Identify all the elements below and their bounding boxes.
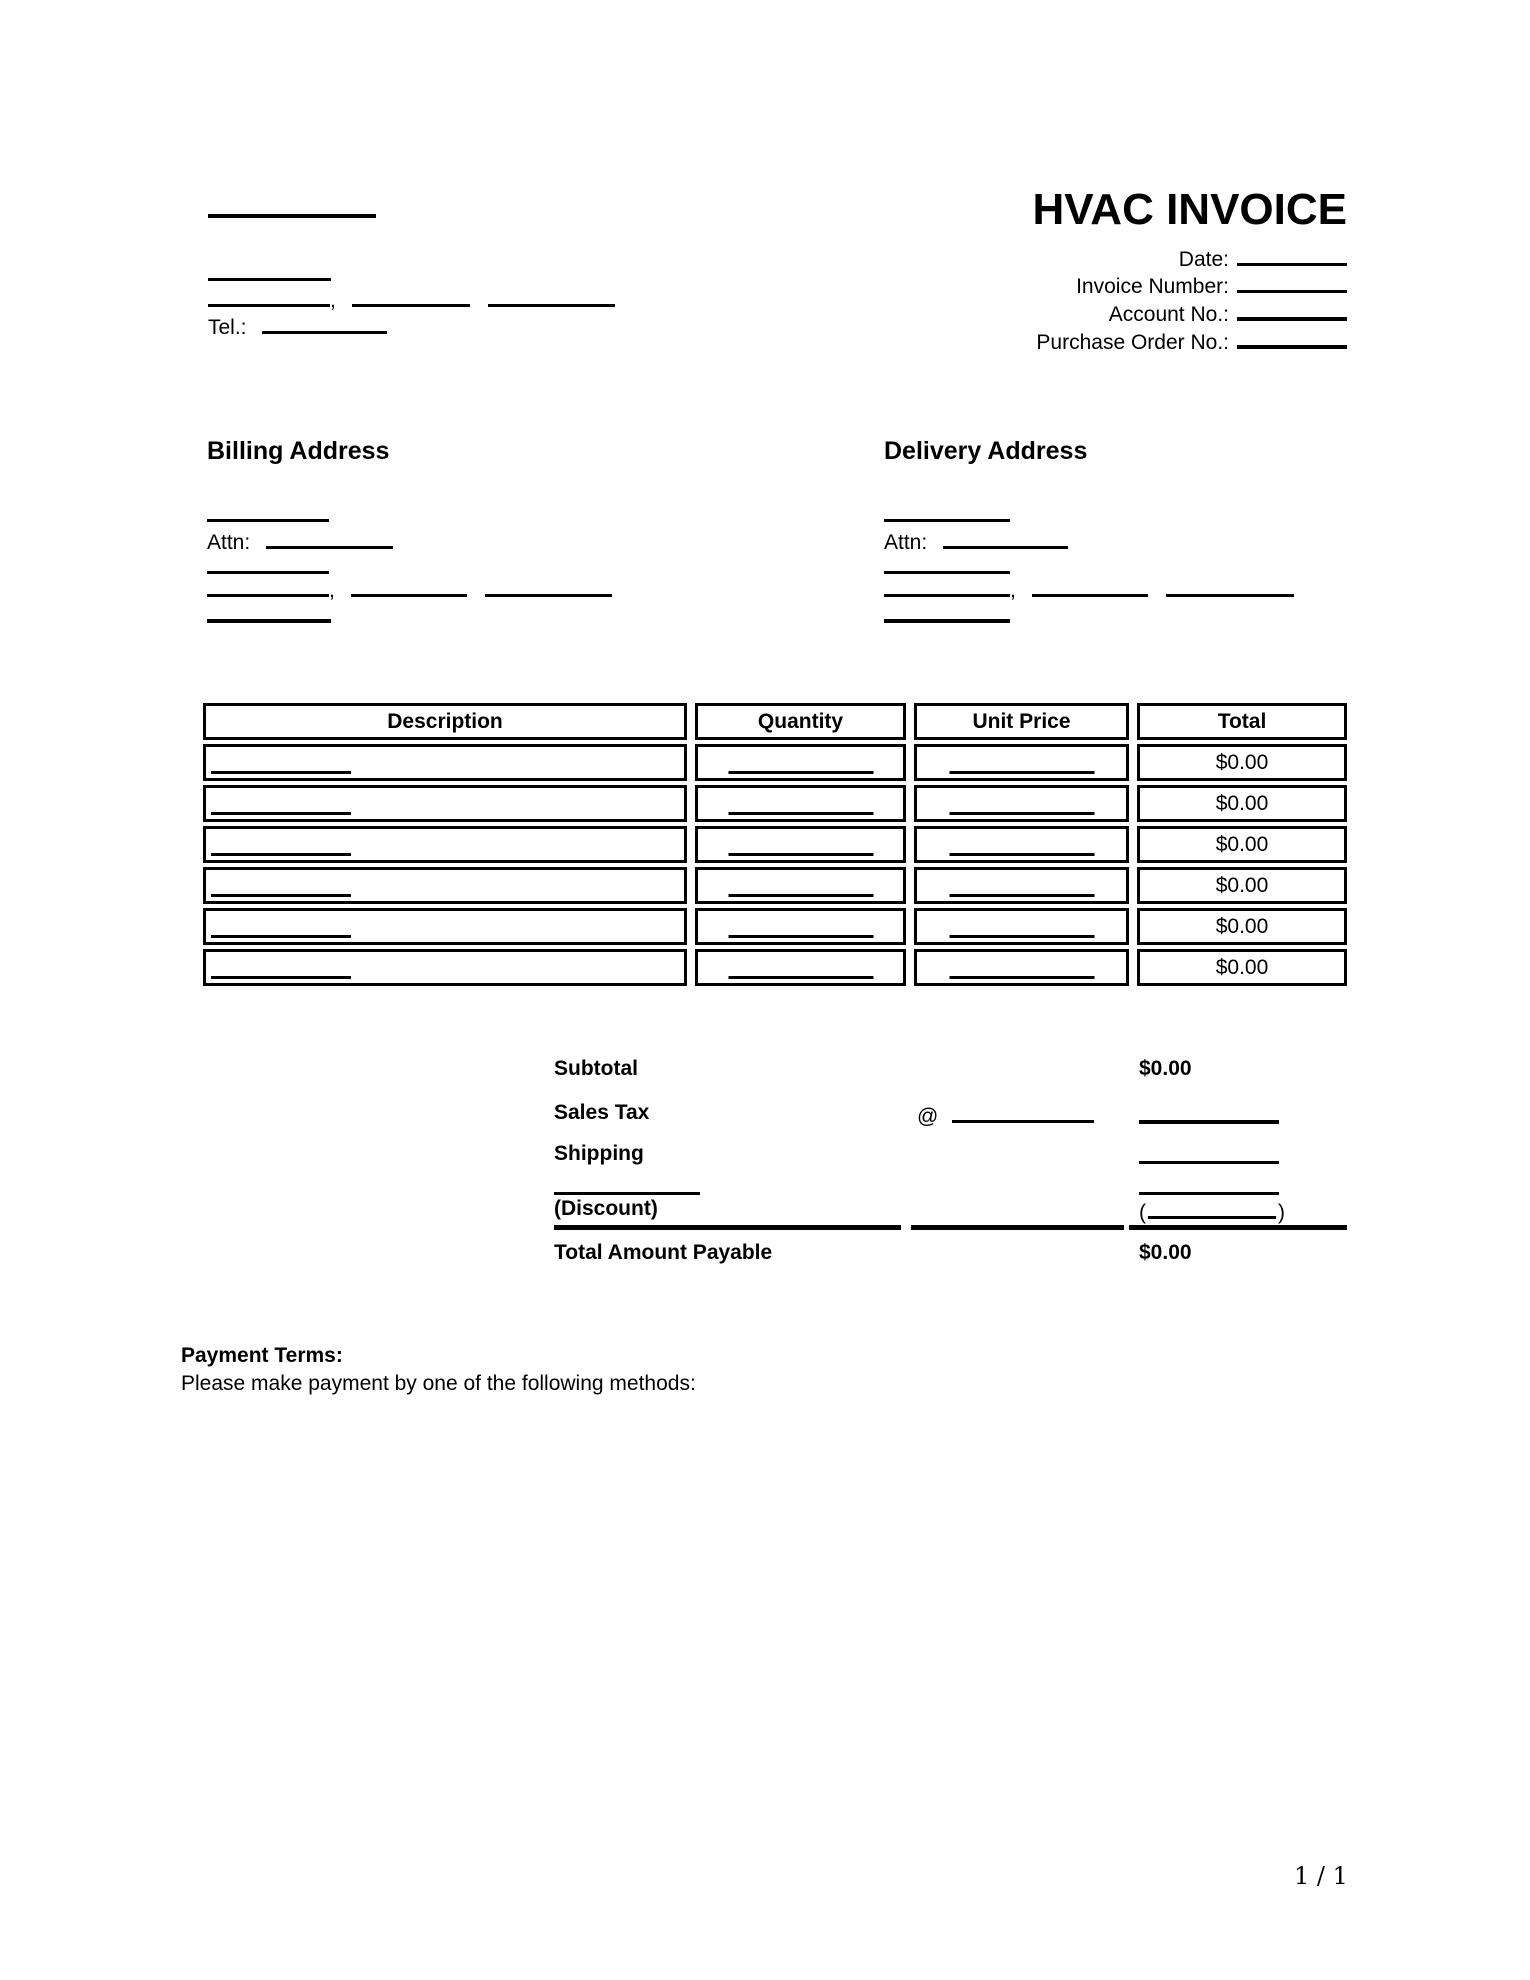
tel-label: Tel.: [208, 316, 247, 339]
quantity-field[interactable] [728, 894, 873, 897]
items-table [203, 703, 1347, 990]
unit-price-field[interactable] [949, 935, 1094, 938]
close-paren: ) [1278, 1201, 1285, 1224]
column-header-unit-price: Unit Price [914, 703, 1129, 740]
payment-terms-body: Please make payment by one of the following methods: [181, 1372, 696, 1395]
billing-city-state-zip-row [207, 574, 612, 604]
table-row [203, 867, 1347, 904]
total-amount-payable-label: Total Amount Payable [554, 1241, 773, 1264]
company-state-field[interactable] [352, 284, 470, 307]
unit-price-cell [914, 908, 1129, 945]
discount-row [554, 1196, 1347, 1230]
unit-price-cell [914, 785, 1129, 822]
sales-tax-row [554, 1100, 1347, 1131]
tel-field[interactable] [262, 311, 387, 334]
delivery-zip-field[interactable] [1166, 574, 1294, 597]
po-number-label: Purchase Order No.: [1036, 331, 1229, 354]
billing-state-field[interactable] [351, 574, 467, 597]
table-row [203, 785, 1347, 822]
total-cell [1137, 826, 1347, 863]
description-cell [203, 949, 687, 986]
sales-tax-amount-field[interactable] [1139, 1100, 1279, 1124]
column-header-description: Description [203, 703, 687, 740]
comma: , [330, 289, 336, 312]
date-field[interactable] [1237, 246, 1347, 266]
description-field[interactable] [211, 771, 351, 774]
sales-tax-amount-group [1129, 1100, 1347, 1131]
unit-price-cell [914, 867, 1129, 904]
row-total-value: $0.00 [1215, 914, 1269, 938]
billing-attn-label: Attn: [207, 531, 251, 554]
row-total-value: $0.00 [1215, 873, 1269, 897]
discount-pre-amount-field[interactable] [1139, 1192, 1279, 1195]
company-name-field[interactable] [208, 214, 376, 218]
quantity-field[interactable] [728, 976, 873, 979]
date-label: Date: [1178, 248, 1229, 271]
company-zip-field[interactable] [488, 284, 615, 307]
invoice-number-row [1036, 273, 1347, 300]
open-paren: ( [1139, 1201, 1146, 1224]
discount-label: (Discount) [554, 1196, 901, 1230]
at-sign: @ [917, 1105, 939, 1128]
description-cell [203, 785, 687, 822]
delivery-country-field[interactable] [884, 619, 1010, 623]
description-cell [203, 908, 687, 945]
invoice-number-field[interactable] [1237, 273, 1347, 293]
quantity-cell [695, 908, 906, 945]
discount-amount-field[interactable] [1148, 1196, 1276, 1219]
subtotal-value: $0.00 [1139, 1057, 1192, 1080]
delivery-attn-label: Attn: [884, 531, 928, 554]
sales-tax-label: Sales Tax [554, 1101, 650, 1124]
billing-attn-field[interactable] [266, 526, 393, 549]
column-header-quantity: Quantity [695, 703, 906, 740]
billing-country-field[interactable] [207, 619, 331, 623]
unit-price-cell [914, 826, 1129, 863]
delivery-city-field[interactable] [884, 574, 1010, 597]
invoice-meta [1036, 246, 1347, 356]
table-row [203, 949, 1347, 986]
delivery-attn-row [884, 526, 1068, 556]
description-cell [203, 867, 687, 904]
total-amount-payable-value: $0.00 [1139, 1241, 1192, 1264]
company-tel-row [208, 311, 387, 341]
comma: , [1010, 579, 1016, 602]
total-cell [1137, 867, 1347, 904]
company-street-field[interactable] [208, 278, 331, 281]
total-amount-payable-row [554, 1240, 1347, 1266]
account-number-field[interactable] [1237, 300, 1347, 321]
billing-zip-field[interactable] [485, 574, 612, 597]
row-total-value: $0.00 [1215, 791, 1269, 815]
quantity-cell [695, 867, 906, 904]
total-cell [1137, 949, 1347, 986]
discount-amount-group [1129, 1196, 1347, 1230]
unit-price-field[interactable] [949, 976, 1094, 979]
quantity-field[interactable] [728, 812, 873, 815]
quantity-cell [695, 826, 906, 863]
billing-address-heading: Billing Address [207, 437, 390, 465]
description-field[interactable] [211, 935, 351, 938]
row-total-value: $0.00 [1215, 832, 1269, 856]
description-field[interactable] [211, 853, 351, 856]
total-cell [1137, 785, 1347, 822]
delivery-city-state-zip-row [884, 574, 1294, 604]
quantity-cell [695, 949, 906, 986]
table-row [203, 908, 1347, 945]
quantity-cell [695, 744, 906, 781]
discount-description-field[interactable] [554, 1192, 700, 1195]
unit-price-cell [914, 949, 1129, 986]
shipping-amount-group [1129, 1141, 1347, 1171]
table-row [203, 826, 1347, 863]
description-cell [203, 826, 687, 863]
billing-attn-row [207, 526, 393, 556]
unit-price-field[interactable] [949, 812, 1094, 815]
unit-price-field[interactable] [949, 771, 1094, 774]
quantity-cell [695, 785, 906, 822]
delivery-attn-field[interactable] [943, 526, 1068, 549]
delivery-state-field[interactable] [1032, 574, 1148, 597]
company-city-field[interactable] [208, 284, 330, 307]
quantity-field[interactable] [728, 771, 873, 774]
unit-price-field[interactable] [949, 894, 1094, 897]
invoice-number-label: Invoice Number: [1076, 275, 1229, 298]
table-row [203, 744, 1347, 781]
billing-city-field[interactable] [207, 574, 329, 597]
description-field[interactable] [211, 812, 351, 815]
company-city-state-zip-row [208, 284, 615, 314]
description-field[interactable] [211, 894, 351, 897]
items-table-header-row [203, 703, 1347, 740]
shipping-label: Shipping [554, 1142, 644, 1165]
account-number-row [1036, 300, 1347, 328]
unit-price-cell [914, 744, 1129, 781]
payment-terms-heading: Payment Terms: [181, 1344, 343, 1367]
po-number-row [1036, 328, 1347, 356]
page-indicator: 1 / 1 [1294, 1862, 1348, 1890]
description-field[interactable] [211, 976, 351, 979]
subtotal-row [554, 1056, 1347, 1082]
date-row [1036, 246, 1347, 273]
shipping-amount-field[interactable] [1139, 1141, 1279, 1164]
subtotal-label: Subtotal [554, 1057, 638, 1080]
shipping-row [554, 1141, 1347, 1171]
total-cell [1137, 908, 1347, 945]
po-number-field[interactable] [1237, 328, 1347, 349]
invoice-title: HVAC INVOICE [1032, 185, 1347, 234]
column-header-total: Total [1137, 703, 1347, 740]
delivery-name-field[interactable] [884, 519, 1010, 522]
quantity-field[interactable] [728, 935, 873, 938]
row-total-value: $0.00 [1215, 955, 1269, 979]
sales-tax-rate-group [911, 1100, 1124, 1131]
quantity-field[interactable] [728, 853, 873, 856]
delivery-address-heading: Delivery Address [884, 437, 1088, 465]
account-number-label: Account No.: [1108, 303, 1229, 326]
row-total-value: $0.00 [1215, 750, 1269, 774]
sales-tax-rate-field[interactable] [952, 1100, 1094, 1123]
comma: , [329, 579, 335, 602]
unit-price-field[interactable] [949, 853, 1094, 856]
description-cell [203, 744, 687, 781]
billing-name-field[interactable] [207, 519, 329, 522]
total-cell [1137, 744, 1347, 781]
